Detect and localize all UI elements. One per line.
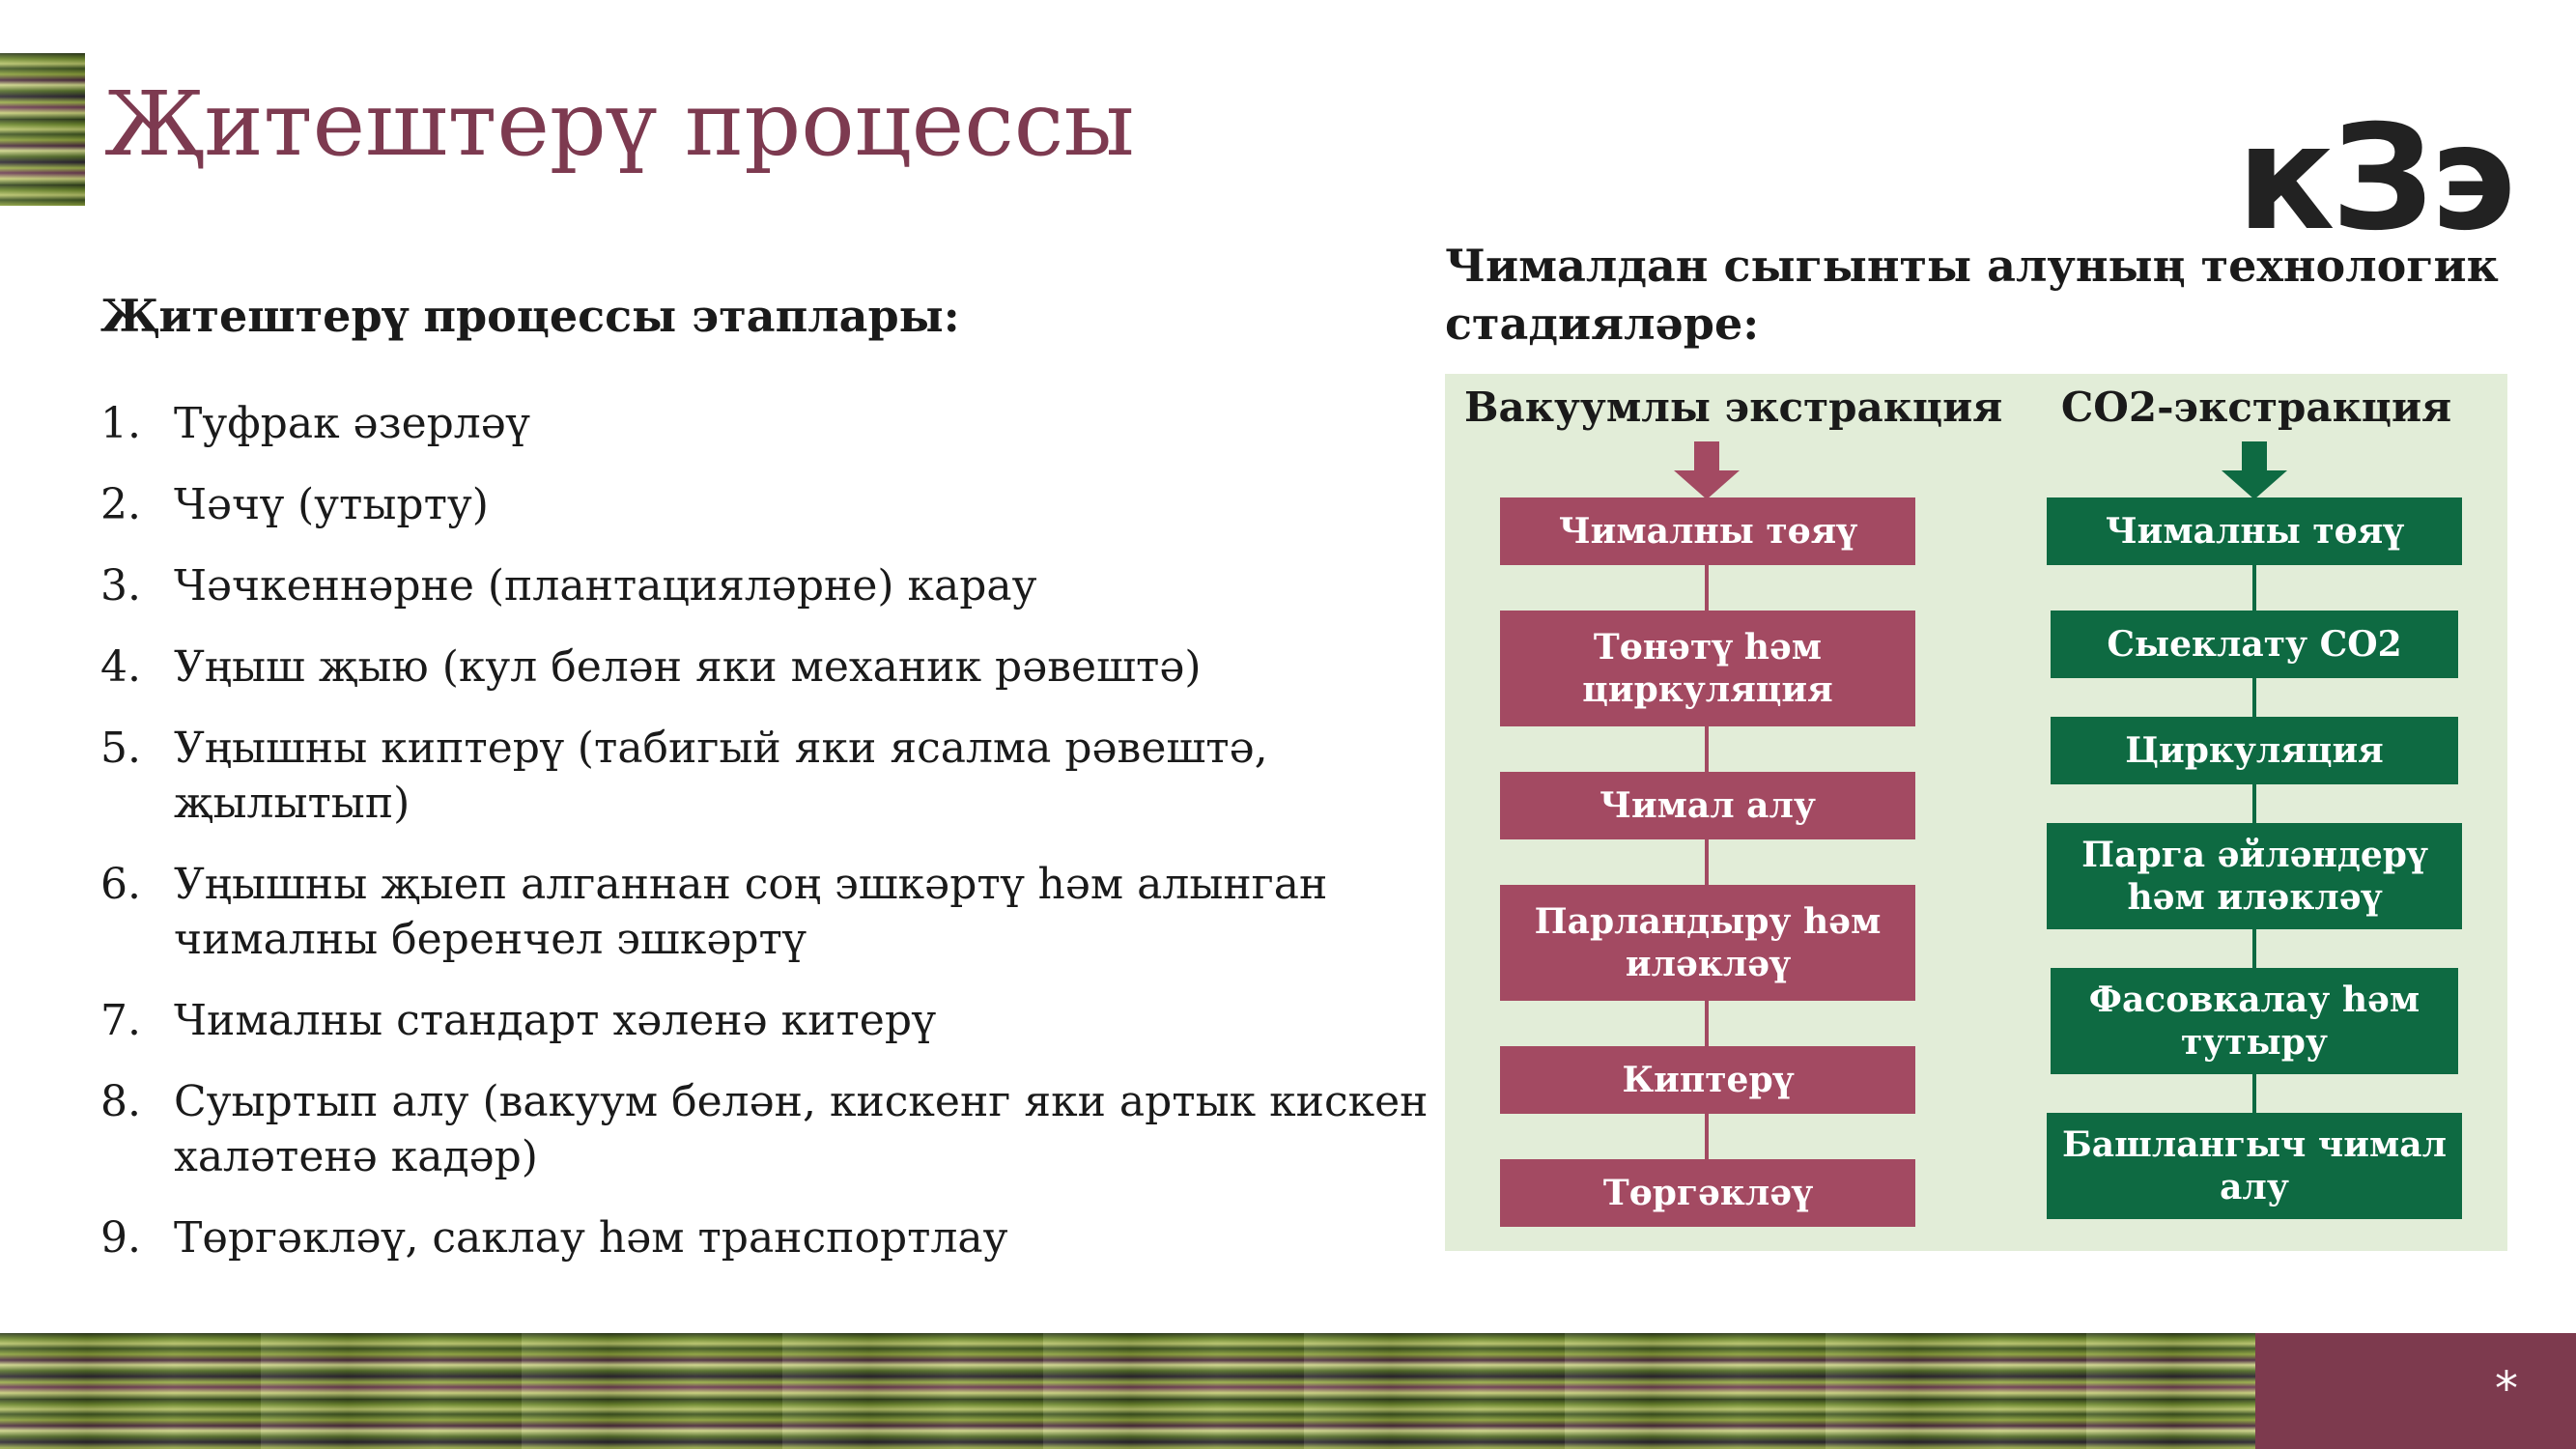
- vacuum-column-title: Вакуумлы экстракция: [1464, 384, 2003, 431]
- stage-number: 5.: [100, 724, 141, 773]
- list-item: [100, 396, 1433, 451]
- flow-connector: [1705, 565, 1709, 611]
- vacuum-step-box: Төргәкләү: [1500, 1159, 1915, 1227]
- co2-column-title: СО2-экстракция: [2060, 384, 2452, 431]
- flow-connector: [2252, 784, 2256, 823]
- co2-step-box: Циркуляция: [2051, 717, 2458, 784]
- stage-number: 8.: [100, 1077, 141, 1126]
- stages-heading: Җитештерү процессы этаплары:: [100, 290, 960, 342]
- stage-text: Чәчү (утырту): [174, 480, 489, 529]
- flow-connector: [1705, 1114, 1709, 1159]
- logo: кЗэ: [2236, 95, 2512, 263]
- stage-number: 9.: [100, 1213, 141, 1263]
- flow-connector: [1705, 839, 1709, 885]
- stage-text: Чәчкеннәрне (плантацияләрне) карау: [174, 561, 1037, 611]
- slide-number-mark: *: [2495, 1362, 2518, 1416]
- stage-number: 1.: [100, 399, 141, 448]
- stage-text: Уңышны җыеп алганнан соң эшкәртү һәм алынган чималны беренчел эшкәртү: [174, 860, 1328, 964]
- list-item: [100, 993, 1433, 1048]
- stage-list: [100, 396, 1433, 1292]
- stage-text: Чималны стандарт хәленә китерү: [174, 996, 936, 1045]
- list-item: [100, 477, 1433, 532]
- flow-connector: [1705, 726, 1709, 772]
- vacuum-step-box: Киптерү: [1500, 1046, 1915, 1114]
- list-item: [100, 1210, 1433, 1265]
- flow-connector: [2252, 678, 2256, 717]
- co2-step-box: Фасовкалау һәм тутыру: [2051, 968, 2458, 1074]
- stage-number: 4.: [100, 642, 141, 692]
- stage-text: Суыртып алу (вакуум белән, кискенг яки артык кискен халәтенә кадәр): [174, 1077, 1429, 1181]
- flow-connector: [1705, 1001, 1709, 1046]
- stage-number: 7.: [100, 996, 141, 1045]
- co2-step-box: Сыеклату СО2: [2051, 611, 2458, 678]
- corner-block: [2255, 1333, 2576, 1449]
- stage-text: Туфрак әзерләү: [174, 399, 530, 448]
- list-item: [100, 558, 1433, 613]
- co2-step-box: Башлангыч чимал алу: [2047, 1113, 2462, 1219]
- list-item: [100, 721, 1433, 831]
- vacuum-step-box: Төнәтү һәм циркуляция: [1500, 611, 1915, 726]
- list-item: [100, 639, 1433, 695]
- list-item: [100, 857, 1433, 967]
- vacuum-step-box: Парландыру һәм иләкләү: [1500, 885, 1915, 1001]
- stage-number: 2.: [100, 480, 141, 529]
- flow-connector: [2252, 1074, 2256, 1113]
- extraction-heading: Чималдан сыгынты алуның технологик стадияләре:: [1445, 240, 2499, 350]
- page-title: Җитештерү процессы: [104, 72, 1135, 176]
- co2-step-box: Чималны төяү: [2047, 497, 2462, 565]
- stage-number: 6.: [100, 860, 141, 909]
- decorative-grass-stripe: [0, 53, 85, 206]
- stage-text: Уңыш җыю (кул белән яки механик рәвештә): [174, 642, 1202, 692]
- stage-number: 3.: [100, 561, 141, 611]
- vacuum-step-box: Чималны төяү: [1500, 497, 1915, 565]
- list-item: [100, 1074, 1433, 1184]
- vacuum-step-box: Чимал алу: [1500, 772, 1915, 839]
- flow-connector: [2252, 565, 2256, 611]
- co2-step-box: Парга әйләндерү һәм иләкләү: [2047, 823, 2462, 929]
- flow-panel: [1445, 374, 2507, 1251]
- decorative-grass-band: [0, 1333, 2255, 1449]
- stage-text: Уңышны киптерү (табигый яки ясалма рәвештә, җылытып): [174, 724, 1268, 828]
- stage-text: Төргәкләү, саклау һәм транспортлау: [174, 1213, 1008, 1263]
- flow-connector: [2252, 929, 2256, 968]
